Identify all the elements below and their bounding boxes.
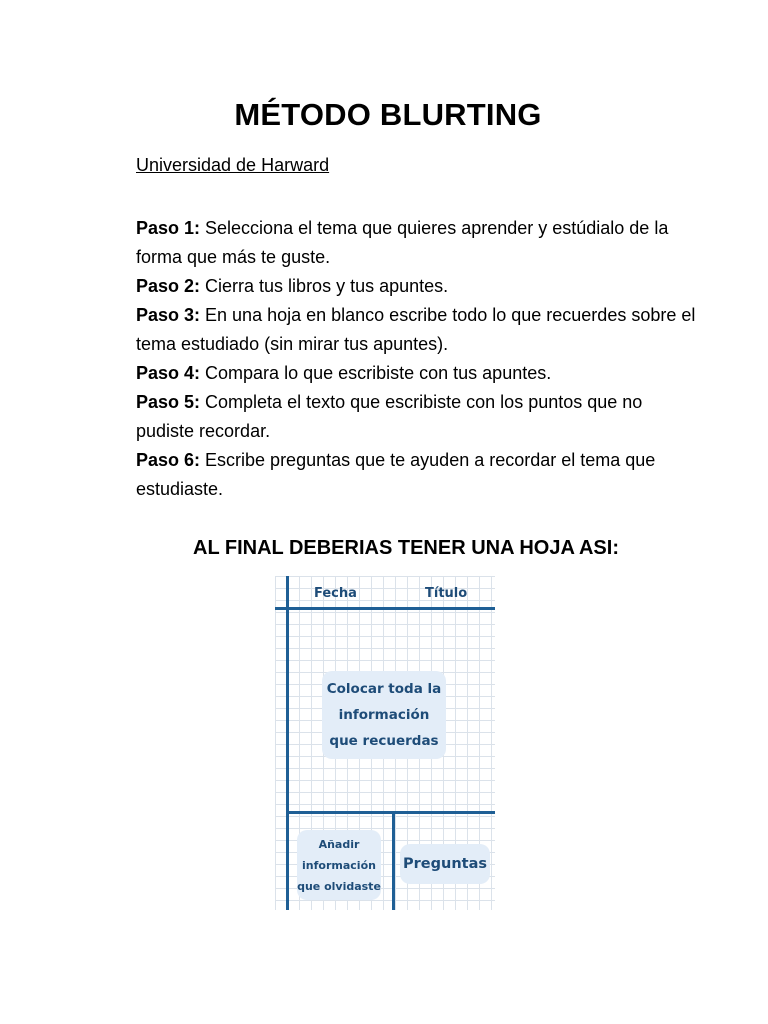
step-label: Paso 2: bbox=[136, 276, 201, 296]
sheet-date-label: Fecha bbox=[314, 586, 357, 601]
step-text: Compara lo que escribiste con tus apuntes. bbox=[200, 363, 552, 383]
document-subtitle: Universidad de Harward bbox=[136, 155, 330, 175]
step-3 bbox=[136, 301, 696, 359]
questions-note-text: Preguntas bbox=[403, 856, 487, 872]
step-label: Paso 3: bbox=[136, 305, 201, 325]
questions-note bbox=[400, 844, 490, 884]
step-5 bbox=[136, 388, 696, 446]
main-info-note-text: Colocar toda la información que recuerdas bbox=[326, 681, 442, 749]
step-1 bbox=[136, 214, 696, 272]
main-info-note bbox=[322, 671, 446, 759]
sheet-header-line bbox=[275, 607, 495, 610]
step-text: Escribe preguntas que te ayuden a recordar el tema que estudiaste. bbox=[136, 450, 656, 499]
steps-list bbox=[136, 214, 696, 504]
step-label: Paso 1: bbox=[136, 218, 201, 238]
step-text: Selecciona el tema que quieres aprender y estúdialo de la forma que más te guste. bbox=[136, 218, 669, 267]
step-text: Completa el texto que escribiste con los puntos que no pudiste recordar. bbox=[136, 392, 643, 441]
step-2 bbox=[136, 272, 696, 301]
sheet-title-label: Título bbox=[425, 586, 468, 601]
step-text: Cierra tus libros y tus apuntes. bbox=[200, 276, 449, 296]
step-6 bbox=[136, 446, 696, 504]
step-text: En una hoja en blanco escribe todo lo que recuerdes sobre el tema estudiado (sin mirar tus apuntes). bbox=[136, 305, 696, 354]
step-label: Paso 6: bbox=[136, 450, 201, 470]
step-label: Paso 4: bbox=[136, 363, 201, 383]
final-heading: AL FINAL DEBERIAS TENER UNA HOJA ASI: bbox=[193, 537, 619, 559]
blurting-sheet-illustration bbox=[275, 576, 495, 910]
forgotten-info-note-text: Añadir información que olvidaste bbox=[297, 837, 381, 893]
document-title: MÉTODO BLURTING bbox=[234, 97, 542, 132]
step-label: Paso 5: bbox=[136, 392, 201, 412]
sheet-footer-line bbox=[286, 811, 495, 814]
sheet-margin-line bbox=[286, 576, 289, 910]
sheet-footer-divider bbox=[392, 811, 395, 910]
forgotten-info-note bbox=[297, 830, 381, 900]
step-4 bbox=[136, 359, 696, 388]
